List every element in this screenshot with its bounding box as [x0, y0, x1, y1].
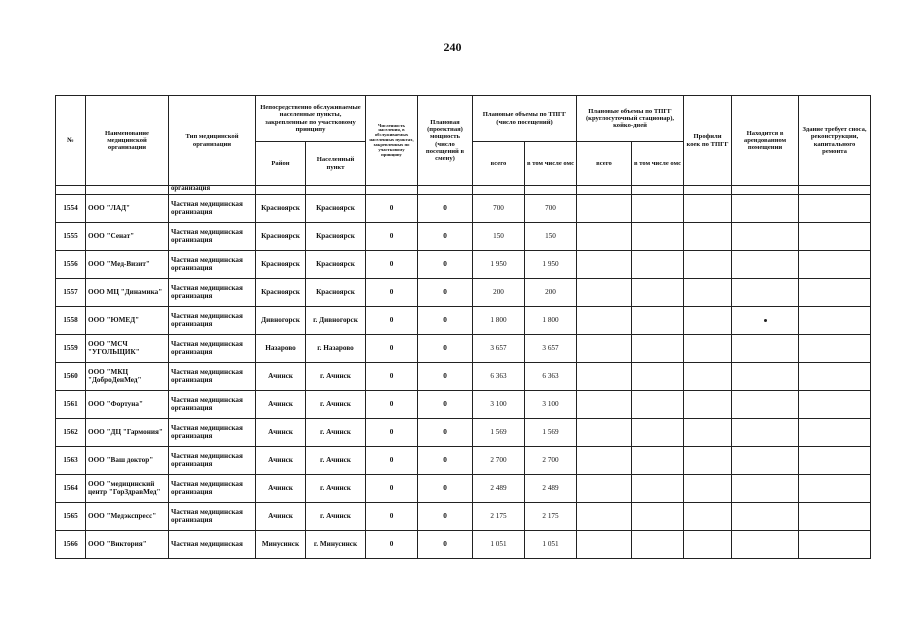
- header-rented: Находится в арендованном помещении: [732, 96, 799, 186]
- capacity: 0: [418, 531, 473, 559]
- header-building: Здание требует сноса, реконструкции, капитального ремонта: [799, 96, 871, 186]
- visits-total: 1 051: [473, 531, 525, 559]
- building-status: [799, 251, 871, 279]
- building-status: [799, 475, 871, 503]
- table-row: [56, 307, 871, 335]
- building-status: [799, 531, 871, 559]
- bed-profiles: [684, 307, 732, 335]
- population: 0: [366, 363, 418, 391]
- bed-profiles: [684, 335, 732, 363]
- hospital-oms: [632, 531, 684, 559]
- hospital-oms: [632, 307, 684, 335]
- settlement: г. Дивногорск: [306, 307, 366, 335]
- visits-total: 2 489: [473, 475, 525, 503]
- organization-name: ООО "ЮМЕД": [86, 307, 169, 335]
- organization-type: Частная медицинская организация: [169, 223, 256, 251]
- row-number: 1557: [56, 279, 86, 307]
- table-row: [56, 447, 871, 475]
- visits-oms: 3 100: [525, 391, 577, 419]
- district: Ачинск: [256, 419, 306, 447]
- hospital-oms: [632, 251, 684, 279]
- hospital-total: [577, 391, 632, 419]
- hospital-total: [577, 363, 632, 391]
- organization-type: Частная медицинская организация: [169, 195, 256, 223]
- header-hospital-oms: в том числе омс: [632, 142, 684, 186]
- row-number: 1560: [56, 363, 86, 391]
- header-visits-total: всего: [473, 142, 525, 186]
- visits-total: 1 950: [473, 251, 525, 279]
- settlement: г. Назарово: [306, 335, 366, 363]
- visits-total: 200: [473, 279, 525, 307]
- visits-oms: 3 657: [525, 335, 577, 363]
- row-number: 1564: [56, 475, 86, 503]
- bed-profiles: [684, 223, 732, 251]
- organization-type: Частная медицинская организация: [169, 251, 256, 279]
- rented-flag: [732, 307, 799, 335]
- settlement: Красноярск: [306, 223, 366, 251]
- rented-flag: [732, 223, 799, 251]
- hospital-total: [577, 447, 632, 475]
- district: Дивногорск: [256, 307, 306, 335]
- bed-profiles: [684, 391, 732, 419]
- district: Минусинск: [256, 531, 306, 559]
- building-status: [799, 335, 871, 363]
- capacity: 0: [418, 391, 473, 419]
- header-district: Район: [256, 142, 306, 186]
- rented-flag: [732, 363, 799, 391]
- organization-type: Частная медицинская организация: [169, 335, 256, 363]
- district: Красноярск: [256, 279, 306, 307]
- organization-type: Частная медицинская организация: [169, 279, 256, 307]
- building-status: [799, 419, 871, 447]
- building-status: [799, 307, 871, 335]
- organization-type: Частная медицинская организация: [169, 475, 256, 503]
- hospital-oms: [632, 447, 684, 475]
- header-served-settlements: Непосредственно обслуживаемые населенные пункты, закрепленные по участковому принципу: [256, 96, 366, 142]
- visits-oms: 1 950: [525, 251, 577, 279]
- table-row: [56, 419, 871, 447]
- population: 0: [366, 195, 418, 223]
- visits-total: 2 700: [473, 447, 525, 475]
- population: 0: [366, 279, 418, 307]
- settlement: г. Минусинск: [306, 531, 366, 559]
- row-number: 1555: [56, 223, 86, 251]
- row-number: 1559: [56, 335, 86, 363]
- organization-name: ООО "медицинский центр "ГорЗдравМед": [86, 475, 169, 503]
- population: 0: [366, 503, 418, 531]
- visits-total: 1 569: [473, 419, 525, 447]
- organization-type: Частная медицинская организация: [169, 363, 256, 391]
- rented-flag: [732, 195, 799, 223]
- organization-type: Частная медицинская организация: [169, 503, 256, 531]
- rented-flag: [732, 251, 799, 279]
- page-number: 240: [443, 40, 462, 54]
- organization-name: ООО "ЛАД": [86, 195, 169, 223]
- settlement: Красноярск: [306, 279, 366, 307]
- district: Ачинск: [256, 475, 306, 503]
- rented-flag: [732, 335, 799, 363]
- row-number: 1554: [56, 195, 86, 223]
- hospital-total: [577, 223, 632, 251]
- organization-type: Частная медицинская организация: [169, 419, 256, 447]
- bed-profiles: [684, 419, 732, 447]
- organization-name: ООО "Виктория": [86, 531, 169, 559]
- table-row: [56, 195, 871, 223]
- hospital-total: [577, 251, 632, 279]
- population: 0: [366, 419, 418, 447]
- capacity: 0: [418, 503, 473, 531]
- district: Красноярск: [256, 223, 306, 251]
- building-status: [799, 503, 871, 531]
- organization-name: ООО "ДЦ "Гармония": [86, 419, 169, 447]
- organization-name: ООО "Сенат": [86, 223, 169, 251]
- organization-name: ООО "Медэкспресс": [86, 503, 169, 531]
- organization-name: ООО "МКЦ "ДоброДенМед": [86, 363, 169, 391]
- capacity: 0: [418, 195, 473, 223]
- settlement: г. Ачинск: [306, 447, 366, 475]
- table-row: [56, 391, 871, 419]
- header-tpgg-visits: Плановые объемы по ТПГГ (число посещений): [473, 96, 577, 142]
- capacity: 0: [418, 307, 473, 335]
- organization-name: ООО "МСЧ "УГОЛЬЩИК": [86, 335, 169, 363]
- organization-name: ООО МЦ "Динамика": [86, 279, 169, 307]
- district: Ачинск: [256, 391, 306, 419]
- dot-mark-icon: [764, 319, 767, 322]
- population: 0: [366, 391, 418, 419]
- visits-total: 3 657: [473, 335, 525, 363]
- row-number: 1562: [56, 419, 86, 447]
- capacity: 0: [418, 419, 473, 447]
- hospital-total: [577, 531, 632, 559]
- visits-total: 1 800: [473, 307, 525, 335]
- header-type: Тип медицинской организации: [169, 96, 256, 186]
- table-row: [56, 503, 871, 531]
- organization-name: ООО "Фортуна": [86, 391, 169, 419]
- rented-flag: [732, 531, 799, 559]
- rented-flag: [732, 391, 799, 419]
- population: 0: [366, 475, 418, 503]
- header-population: Численность населения, в обслуживаемых населенных пунктах, закрепленных по участковому принципу: [366, 96, 418, 186]
- district: Красноярск: [256, 251, 306, 279]
- hospital-oms: [632, 419, 684, 447]
- settlement: Красноярск: [306, 251, 366, 279]
- visits-oms: 150: [525, 223, 577, 251]
- header-tpgg-hospital: Плановые объемы по ТПГГ (круглосуточный стационар), койко-дней: [577, 96, 684, 142]
- hospital-total: [577, 475, 632, 503]
- hospital-total: [577, 307, 632, 335]
- visits-total: 700: [473, 195, 525, 223]
- hospital-oms: [632, 223, 684, 251]
- population: 0: [366, 447, 418, 475]
- bed-profiles: [684, 363, 732, 391]
- row-number: 1556: [56, 251, 86, 279]
- visits-oms: 1 051: [525, 531, 577, 559]
- district: Ачинск: [256, 447, 306, 475]
- header-visits-oms: в том числе омс: [525, 142, 577, 186]
- population: 0: [366, 531, 418, 559]
- table-row: [56, 223, 871, 251]
- rented-flag: [732, 503, 799, 531]
- hospital-total: [577, 419, 632, 447]
- building-status: [799, 195, 871, 223]
- capacity: 0: [418, 223, 473, 251]
- bed-profiles: [684, 279, 732, 307]
- building-status: [799, 279, 871, 307]
- bed-profiles: [684, 251, 732, 279]
- population: 0: [366, 223, 418, 251]
- row-number: 1566: [56, 531, 86, 559]
- visits-total: 3 100: [473, 391, 525, 419]
- settlement: г. Ачинск: [306, 419, 366, 447]
- row-number: 1565: [56, 503, 86, 531]
- capacity: 0: [418, 475, 473, 503]
- hospital-total: [577, 279, 632, 307]
- bed-profiles: [684, 503, 732, 531]
- capacity: 0: [418, 251, 473, 279]
- hospital-oms: [632, 195, 684, 223]
- header-num: №: [56, 96, 86, 186]
- bed-profiles: [684, 531, 732, 559]
- table-row: [56, 335, 871, 363]
- population: 0: [366, 307, 418, 335]
- hospital-oms: [632, 335, 684, 363]
- row-number: 1558: [56, 307, 86, 335]
- settlement: г. Ачинск: [306, 363, 366, 391]
- rented-flag: [732, 419, 799, 447]
- capacity: 0: [418, 335, 473, 363]
- settlement: г. Ачинск: [306, 503, 366, 531]
- hospital-total: [577, 195, 632, 223]
- hospital-oms: [632, 503, 684, 531]
- bed-profiles: [684, 447, 732, 475]
- row-number: 1563: [56, 447, 86, 475]
- building-status: [799, 391, 871, 419]
- visits-oms: 200: [525, 279, 577, 307]
- header-name: Наименование медицинской организации: [86, 96, 169, 186]
- settlement: Красноярск: [306, 195, 366, 223]
- organization-type: Частная медицинская организация: [169, 391, 256, 419]
- capacity: 0: [418, 279, 473, 307]
- row-number: 1561: [56, 391, 86, 419]
- table-row: [56, 475, 871, 503]
- register-table: [55, 95, 871, 559]
- organization-type: Частная медицинская организация: [169, 447, 256, 475]
- organization-name: ООО "Ваш доктор": [86, 447, 169, 475]
- header-capacity: Плановая (проектная) мощность (число посещений в смену): [418, 96, 473, 186]
- bed-profiles: [684, 195, 732, 223]
- population: 0: [366, 251, 418, 279]
- visits-oms: 2 489: [525, 475, 577, 503]
- bed-profiles: [684, 475, 732, 503]
- district: Красноярск: [256, 195, 306, 223]
- capacity: 0: [418, 447, 473, 475]
- population: 0: [366, 335, 418, 363]
- table-row: [56, 363, 871, 391]
- table-row: [56, 531, 871, 559]
- rented-flag: [732, 475, 799, 503]
- building-status: [799, 363, 871, 391]
- visits-total: 150: [473, 223, 525, 251]
- continuation-row: [56, 186, 871, 195]
- rented-flag: [732, 447, 799, 475]
- visits-total: 6 363: [473, 363, 525, 391]
- header-settlement: Населенный пункт: [306, 142, 366, 186]
- table-row: [56, 251, 871, 279]
- district: Назарово: [256, 335, 306, 363]
- visits-oms: 2 700: [525, 447, 577, 475]
- hospital-total: [577, 335, 632, 363]
- hospital-oms: [632, 391, 684, 419]
- settlement: г. Ачинск: [306, 475, 366, 503]
- continuation-text: организация: [169, 186, 256, 195]
- capacity: 0: [418, 363, 473, 391]
- settlement: г. Ачинск: [306, 391, 366, 419]
- visits-oms: 1 569: [525, 419, 577, 447]
- visits-oms: 1 800: [525, 307, 577, 335]
- building-status: [799, 223, 871, 251]
- table-row: [56, 279, 871, 307]
- hospital-total: [577, 503, 632, 531]
- header-hospital-total: всего: [577, 142, 632, 186]
- organization-type: Частная медицинская организация: [169, 307, 256, 335]
- district: Ачинск: [256, 503, 306, 531]
- visits-oms: 6 363: [525, 363, 577, 391]
- district: Ачинск: [256, 363, 306, 391]
- visits-oms: 2 175: [525, 503, 577, 531]
- building-status: [799, 447, 871, 475]
- rented-flag: [732, 279, 799, 307]
- organization-name: ООО "Мед-Визит": [86, 251, 169, 279]
- visits-total: 2 175: [473, 503, 525, 531]
- header-bed-profiles: Профили коек по ТПГГ: [684, 96, 732, 186]
- hospital-oms: [632, 475, 684, 503]
- hospital-oms: [632, 279, 684, 307]
- hospital-oms: [632, 363, 684, 391]
- visits-oms: 700: [525, 195, 577, 223]
- organization-type: Частная медицинская: [169, 531, 256, 559]
